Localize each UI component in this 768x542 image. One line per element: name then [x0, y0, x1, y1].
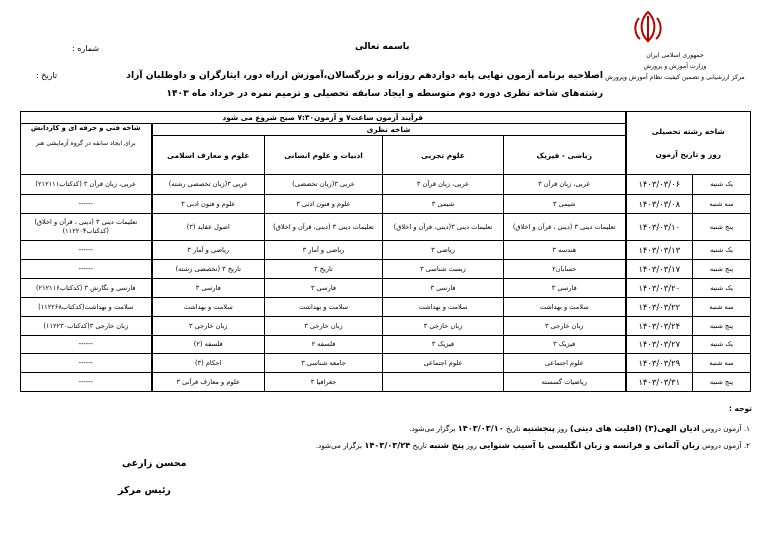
cell-lit: فارسی ۳ [265, 279, 383, 298]
basmala: باسمه تعالی [355, 42, 410, 52]
date-label: تاریخ : [36, 71, 58, 80]
cell-date: ۱۴۰۳/۰۳/۱۳ [626, 241, 693, 260]
cell-day: سه شنبه [693, 354, 751, 373]
cell-date: ۱۴۰۳/۰۳/۳۱ [626, 373, 693, 392]
cell-date: ۱۴۰۳/۰۳/۲۷ [626, 336, 693, 354]
cell-lit: عربی ۳(زبان تخصصی) [265, 175, 383, 195]
cell-bio: شیمی ۳ [383, 195, 504, 214]
cell-math: علوم اجتماعی [504, 354, 626, 373]
cell-date: ۱۴۰۳/۰۳/۰۸ [626, 195, 693, 214]
cell-math: شیمی ۳ [504, 195, 626, 214]
technical-header [21, 124, 152, 175]
notes-heading: توجه : [728, 404, 752, 413]
cell-day: پنج شنبه [693, 260, 751, 279]
cell-bio: فارسی ۳ [383, 279, 504, 298]
cell-isl: احکام (۳) [152, 354, 265, 373]
cell-lit: فلسفه ۲ [265, 336, 383, 354]
table-row [21, 298, 751, 317]
cell-tech: ------ [21, 195, 152, 214]
note-text: روز [466, 441, 477, 450]
cell-bio: علوم اجتماعی [383, 354, 504, 373]
field-math-physics: ریاضی - فیزیک [504, 136, 626, 175]
note-text: تاریخ [506, 424, 521, 433]
cell-tech: ------ [21, 354, 152, 373]
cell-isl: علوم و معارف قرآنی ۳ [152, 373, 265, 392]
cell-bio [383, 373, 504, 392]
table-row [21, 354, 751, 373]
cell-tech: ------ [21, 241, 152, 260]
table-row [21, 214, 751, 241]
cell-isl: تاریخ ۳ (تخصصی رشته) [152, 260, 265, 279]
table-row [21, 317, 751, 336]
cell-date: ۱۴۰۳/۰۳/۲۴ [626, 317, 693, 336]
cell-day: یک شنبه [693, 175, 751, 195]
signatory-name: محسن زارعی [122, 458, 187, 469]
cell-lit: علوم و فنون ادبی ۳ [265, 195, 383, 214]
cell-lit: سلامت و بهداشت [265, 298, 383, 317]
cell-day: سه شنبه [693, 298, 751, 317]
note-number: ۱. [743, 424, 750, 433]
cell-isl: علوم و فنون ادبی ۳ [152, 195, 265, 214]
cell-bio: عربی، زبان قرآن ۳ [383, 175, 504, 195]
table-row [21, 195, 751, 214]
cell-day: پنج شنبه [693, 373, 751, 392]
cell-tech: فارسی و نگارش ۳ (کدکتاب۲۱۲۱۱۶) [21, 279, 152, 298]
page-title: اصلاحیه برنامه آزمون نهایی پایه دوازدهم روزانه و بزرگسالان،آموزش ازراه دور، ایثارگران و داوطلبان آزاد [126, 70, 603, 81]
cell-isl: فارسی ۳ [152, 279, 265, 298]
note-date: ۱۴۰۳/۰۳/۲۴ [364, 440, 411, 450]
cell-math: ریاضیات گسسته [504, 373, 626, 392]
table-row [21, 373, 751, 392]
iran-emblem-logo [628, 8, 668, 46]
cell-day: پنج شنبه [693, 317, 751, 336]
cell-day: سه شنبه [693, 195, 751, 214]
technical-label: شاخه فنی و حرفه ای و کاردانش [30, 124, 141, 132]
cell-tech: ------ [21, 373, 152, 392]
signatory-title: رئیس مرکز [118, 485, 171, 496]
note-subject: ادیان الهی(۳) (اقلیت های دینی) [569, 423, 700, 433]
note-text: برگزار می‌شود. [315, 441, 363, 450]
cell-lit: جامعه شناسی ۳ [265, 354, 383, 373]
ministry-line: جمهوری اسلامی ایران [646, 52, 704, 59]
note-text: آزمون دروس [702, 441, 742, 450]
table-row [21, 241, 751, 260]
cell-isl: فلسفه (۲) [152, 336, 265, 354]
cell-math: زبان خارجی ۳ [504, 317, 626, 336]
table-row [21, 336, 751, 354]
table-row [21, 175, 751, 195]
cell-math: فیزیک ۳ [504, 336, 626, 354]
number-label: شماره : [72, 44, 100, 53]
note-number: ۲. [743, 441, 750, 450]
note-day: پنج شنبه [429, 440, 465, 450]
cell-bio: تعلیمات دینی ۳(دینی، قرآن و اخلاق) [383, 214, 504, 241]
cell-date: ۱۴۰۳/۰۳/۲۲ [626, 298, 693, 317]
branch-header [626, 112, 751, 175]
table-row [21, 260, 751, 279]
page-subtitle: رشته‌های شاخه نظری دوره دوم متوسطه و ایجاد سابقه تحصیلی و ترمیم نمره در خرداد ماه ۱۴۰۳ [166, 88, 603, 99]
cell-lit: جغرافیا ۳ [265, 373, 383, 392]
ministry-block [600, 50, 750, 83]
note-2 [316, 440, 750, 450]
field-literature-humanities: ادبیات و علوم انسانی [265, 136, 383, 175]
cell-lit: ریاضی و آمار ۳ [265, 241, 383, 260]
field-islamic-studies: علوم و معارف اسلامی [152, 136, 265, 175]
cell-day: یک شنبه [693, 241, 751, 260]
cell-math: هندسه ۳ [504, 241, 626, 260]
exam-schedule-table [20, 111, 751, 392]
cell-date: ۱۴۰۳/۰۳/۰۶ [626, 175, 693, 195]
banner: فرآیند آزمون ساعت۷ و آزمون۷:۳۰ صبح شروع می شود [21, 112, 626, 124]
note-text: تاریخ [412, 441, 427, 450]
cell-math: تعلیمات دینی ۳ (دینی ، قرآن و اخلاق) [504, 214, 626, 241]
cell-isl: اصول عقاید (۳) [152, 214, 265, 241]
cell-lit: تعلیمات دینی ۳ (دینی، قرآن و اخلاق) [265, 214, 383, 241]
cell-day: پنج شنبه [693, 214, 751, 241]
branch-label: شاخه رشته تحصیلی [651, 127, 725, 136]
field-experimental-sciences: علوم تجربی [383, 136, 504, 175]
cell-day: یک شنبه [693, 279, 751, 298]
cell-bio: زبان خارجی ۳ [383, 317, 504, 336]
cell-isl: ریاضی و آمار ۳ [152, 241, 265, 260]
note-text: آزمون دروس [702, 424, 742, 433]
cell-date: ۱۴۰۳/۰۳/۲۰ [626, 279, 693, 298]
cell-bio: فیزیک ۳ [383, 336, 504, 354]
cell-isl: سلامت و بهداشت [152, 298, 265, 317]
ministry-line: وزارت آموزش و پرورش [643, 63, 707, 70]
note-day: پنجشنبه [522, 423, 555, 433]
cell-lit: زبان خارجی ۳ [265, 317, 383, 336]
note-text: روز [557, 424, 568, 433]
cell-date: ۱۴۰۳/۰۳/۱۰ [626, 214, 693, 241]
cell-tech: ------ [21, 260, 152, 279]
cell-bio: ریاضی ۳ [383, 241, 504, 260]
cell-tech: عربی، زبان قرآن ۳ (کدکتاب۲۱۲۱۱۱) [21, 175, 152, 195]
cell-tech: سلامت و بهداشت(کدکتاب۱۱۲۲۶۸) [21, 298, 152, 317]
cell-bio: زیست شناسی ۳ [383, 260, 504, 279]
table-row [21, 279, 751, 298]
note-subject: زبان آلمانی و فرانسه و زبان انگلیسی با آسیب شنوایی [479, 440, 700, 450]
cell-tech: زبان خارجی ۳(کدکتاب۱۱۲۲۳۰) [21, 317, 152, 336]
cell-math: سلامت و بهداشت [504, 298, 626, 317]
cell-math: حسابان۲ [504, 260, 626, 279]
ministry-line: مرکز ارزشیابی و تضمین کیفیت نظام آموزش وپرورش [605, 74, 745, 81]
note-date: ۱۴۰۳/۰۳/۱۰ [457, 423, 504, 433]
cell-math: فارسی ۳ [504, 279, 626, 298]
cell-bio: سلامت و بهداشت [383, 298, 504, 317]
cell-isl: زبان خارجی ۳ [152, 317, 265, 336]
cell-date: ۱۴۰۳/۰۳/۱۷ [626, 260, 693, 279]
note-text: برگزار می‌شود. [409, 424, 456, 433]
note-1 [409, 423, 750, 433]
day-date-label: روز و تاریخ آزمون [655, 150, 722, 159]
cell-tech: تعلیمات دینی ۳ (دینی ، قرآن و اخلاق)(کدکتاب۱۱۲۲۰۴) [21, 214, 152, 241]
cell-date: ۱۴۰۳/۰۳/۲۹ [626, 354, 693, 373]
theoretical-header: شاخه نظری [152, 124, 626, 136]
cell-math: عربی، زبان قرآن ۳ [504, 175, 626, 195]
cell-day: یک شنبه [693, 336, 751, 354]
cell-isl: عربی ۳(زبان تخصصی رشته) [152, 175, 265, 195]
cell-lit: تاریخ ۳ [265, 260, 383, 279]
technical-sub: برای ایجاد سابقه در گروه آزمایشی هنر [35, 140, 136, 147]
cell-tech: ------ [21, 336, 152, 354]
